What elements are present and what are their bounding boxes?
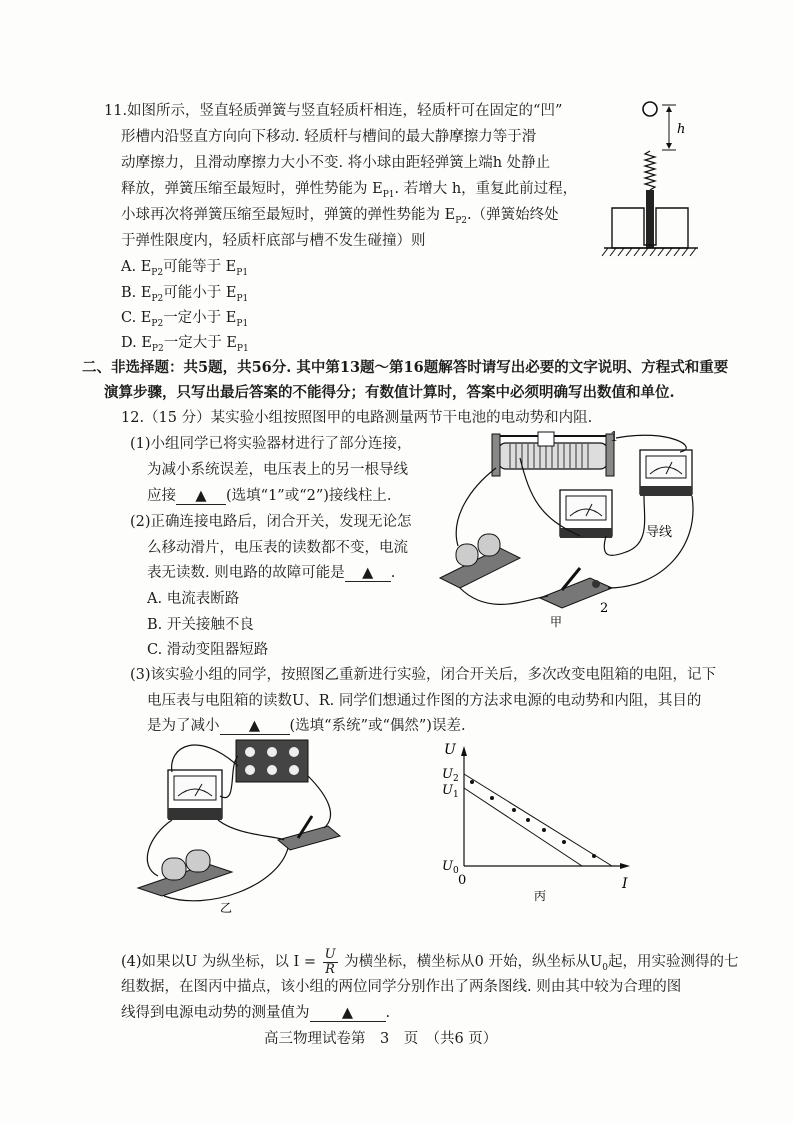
y-axis-label: U bbox=[444, 742, 456, 758]
q11-line-5: 小球再次将弹簧压缩至最短时，弹簧的弹性势能为 $E_{P2}$.（弹簧始终处 bbox=[121, 207, 559, 226]
terminal-1-label: 1 bbox=[610, 430, 619, 445]
q12-p2-option-c: C. 滑动变阻器短路 bbox=[147, 642, 269, 658]
battery-icon bbox=[440, 534, 520, 588]
q12-p2-option-b: B. 开关接触不良 bbox=[147, 617, 254, 633]
voltmeter-icon bbox=[168, 770, 222, 820]
origin-label: 0 bbox=[458, 873, 467, 888]
data-points bbox=[470, 780, 596, 858]
q12-p2-line-2: 么移动滑片，电压表的读数都不变，电流 bbox=[147, 540, 408, 556]
figure-bing-graph bbox=[436, 738, 636, 906]
answer-blank-3[interactable]: ▲ bbox=[220, 719, 290, 735]
fraction-u-over-r: $\frac{U}{R}$ bbox=[324, 947, 336, 977]
height-label: h bbox=[677, 122, 686, 137]
u0-label: $U_0$ bbox=[442, 859, 459, 876]
q12-p2-line-1: (2)正确连接电路后，闭合开关，发现无论怎 bbox=[130, 514, 412, 530]
q12-p4-line-3: 线得到电源电动势的测量值为 ▲ . bbox=[121, 1005, 391, 1021]
figure-jia-caption: 甲 bbox=[550, 615, 563, 628]
figure-yi-caption: 乙 bbox=[220, 901, 233, 915]
section2-line-2: 演算步骤，只写出最后答案的不能得分；有数值计算时，答案中必须明确写出数值和单位. bbox=[104, 384, 675, 401]
answer-blank-4[interactable]: ▲ bbox=[310, 1006, 386, 1022]
fit-line-2 bbox=[464, 788, 582, 866]
rheostat-icon bbox=[492, 432, 614, 476]
q12-p1-line-3: 应接 ▲ (选填“1”或“2”)接线柱上. bbox=[147, 488, 392, 504]
q12-p4-line-1: (4)如果以U 为纵坐标，以 I = $\frac{U}{R}$ 为横坐标，横坐标从0 开始，纵坐标从$U_0$起，用实验测得的七 bbox=[121, 947, 739, 977]
resistance-box-icon bbox=[236, 740, 308, 782]
switch-icon bbox=[278, 816, 340, 850]
fit-line-1 bbox=[464, 774, 612, 866]
battery-icon bbox=[138, 850, 232, 896]
u1-label: $U_1$ bbox=[442, 783, 459, 800]
q12-p3-line-3: 是为了减小 ▲ (选填“系统”或“偶然”)误差. bbox=[147, 718, 466, 734]
section2-line-1: 二、非选择题：共5题，共56分. 其中第13题～第16题解答时请写出必要的文字说明、方程式和重要 bbox=[82, 359, 729, 376]
q12-p3-line-2: 电压表与电阻箱的读数U、R. 同学们想通过作图的方法求电源的电动势和内阻，其目的 bbox=[147, 693, 702, 709]
q12-p1-line-2: 为减小系统误差，电压表上的另一根导线 bbox=[147, 462, 408, 478]
terminal-2-label: 2 bbox=[600, 601, 609, 616]
figure-jia bbox=[430, 428, 720, 628]
q11-line-3: 动摩擦力，且滑动摩擦力大小不变. 将小球由距轻弹簧上端h 处静止 bbox=[121, 155, 551, 171]
q12-intro: 12.（15 分）某实验小组按照图甲的电路测量两节干电池的电动势和内阻. bbox=[121, 410, 593, 426]
answer-blank-1[interactable]: ▲ bbox=[176, 489, 226, 505]
q11-line-6: 于弹性限度内，轻质杆底部与槽不发生碰撞）则 bbox=[121, 233, 426, 249]
q11-option-c: C. $E_{P2}$一定小于 $E_{P1}$ bbox=[121, 310, 249, 329]
x-axis-label: I bbox=[622, 876, 628, 892]
page-footer: 高三物理试卷第 3 页 （共6 页） bbox=[264, 1031, 498, 1047]
q12-p2-option-a: A. 电流表断路 bbox=[147, 591, 240, 607]
voltmeter-icon bbox=[640, 450, 692, 496]
q12-p3-line-1: (3)该实验小组的同学，按照图乙重新进行实验，闭合开关后，多次改变电阻箱的电阻，记下 bbox=[130, 667, 717, 683]
q12-p4-line-2: 组数据，在图丙中描点，该小组的两位同学分别作出了两条图线. 则由其中较为合理的图 bbox=[121, 979, 682, 995]
q11-spring-figure bbox=[600, 95, 710, 265]
q12-p2-line-3: 表无读数. 则电路的故障可能是 ▲ . bbox=[147, 565, 396, 581]
q11-line-2: 形槽内沿竖直方向向下移动. 轻质杆与槽间的最大静摩擦力等于滑 bbox=[121, 129, 537, 145]
answer-blank-2[interactable]: ▲ bbox=[345, 566, 391, 582]
wire-label: 导线 bbox=[646, 525, 673, 540]
q11-line-4: 释放，弹簧压缩至最短时，弹性势能为 $E_{P1}$. 若增大 h，重复此前过程， bbox=[121, 181, 578, 200]
q12-p1-line-1: (1)小组同学已将实验器材进行了部分连接， bbox=[130, 436, 412, 452]
ammeter-icon bbox=[560, 490, 612, 538]
q11-option-b: B. $E_{P2}$可能小于 $E_{P1}$ bbox=[121, 285, 249, 304]
u2-label: $U_2$ bbox=[442, 767, 459, 784]
q11-option-a: A. $E_{P2}$可能等于 $E_{P1}$ bbox=[121, 259, 249, 278]
figure-yi bbox=[128, 736, 368, 916]
spring-icon bbox=[645, 151, 655, 190]
ball-icon bbox=[643, 102, 657, 116]
q11-option-d: D. $E_{P2}$一定大于 $E_{P1}$ bbox=[121, 335, 249, 354]
q11-line-1: 11.如图所示，竖直轻质弹簧与竖直轻质杆相连，轻质杆可在固定的“凹” bbox=[104, 103, 563, 119]
figure-bing-caption: 丙 bbox=[534, 889, 547, 903]
